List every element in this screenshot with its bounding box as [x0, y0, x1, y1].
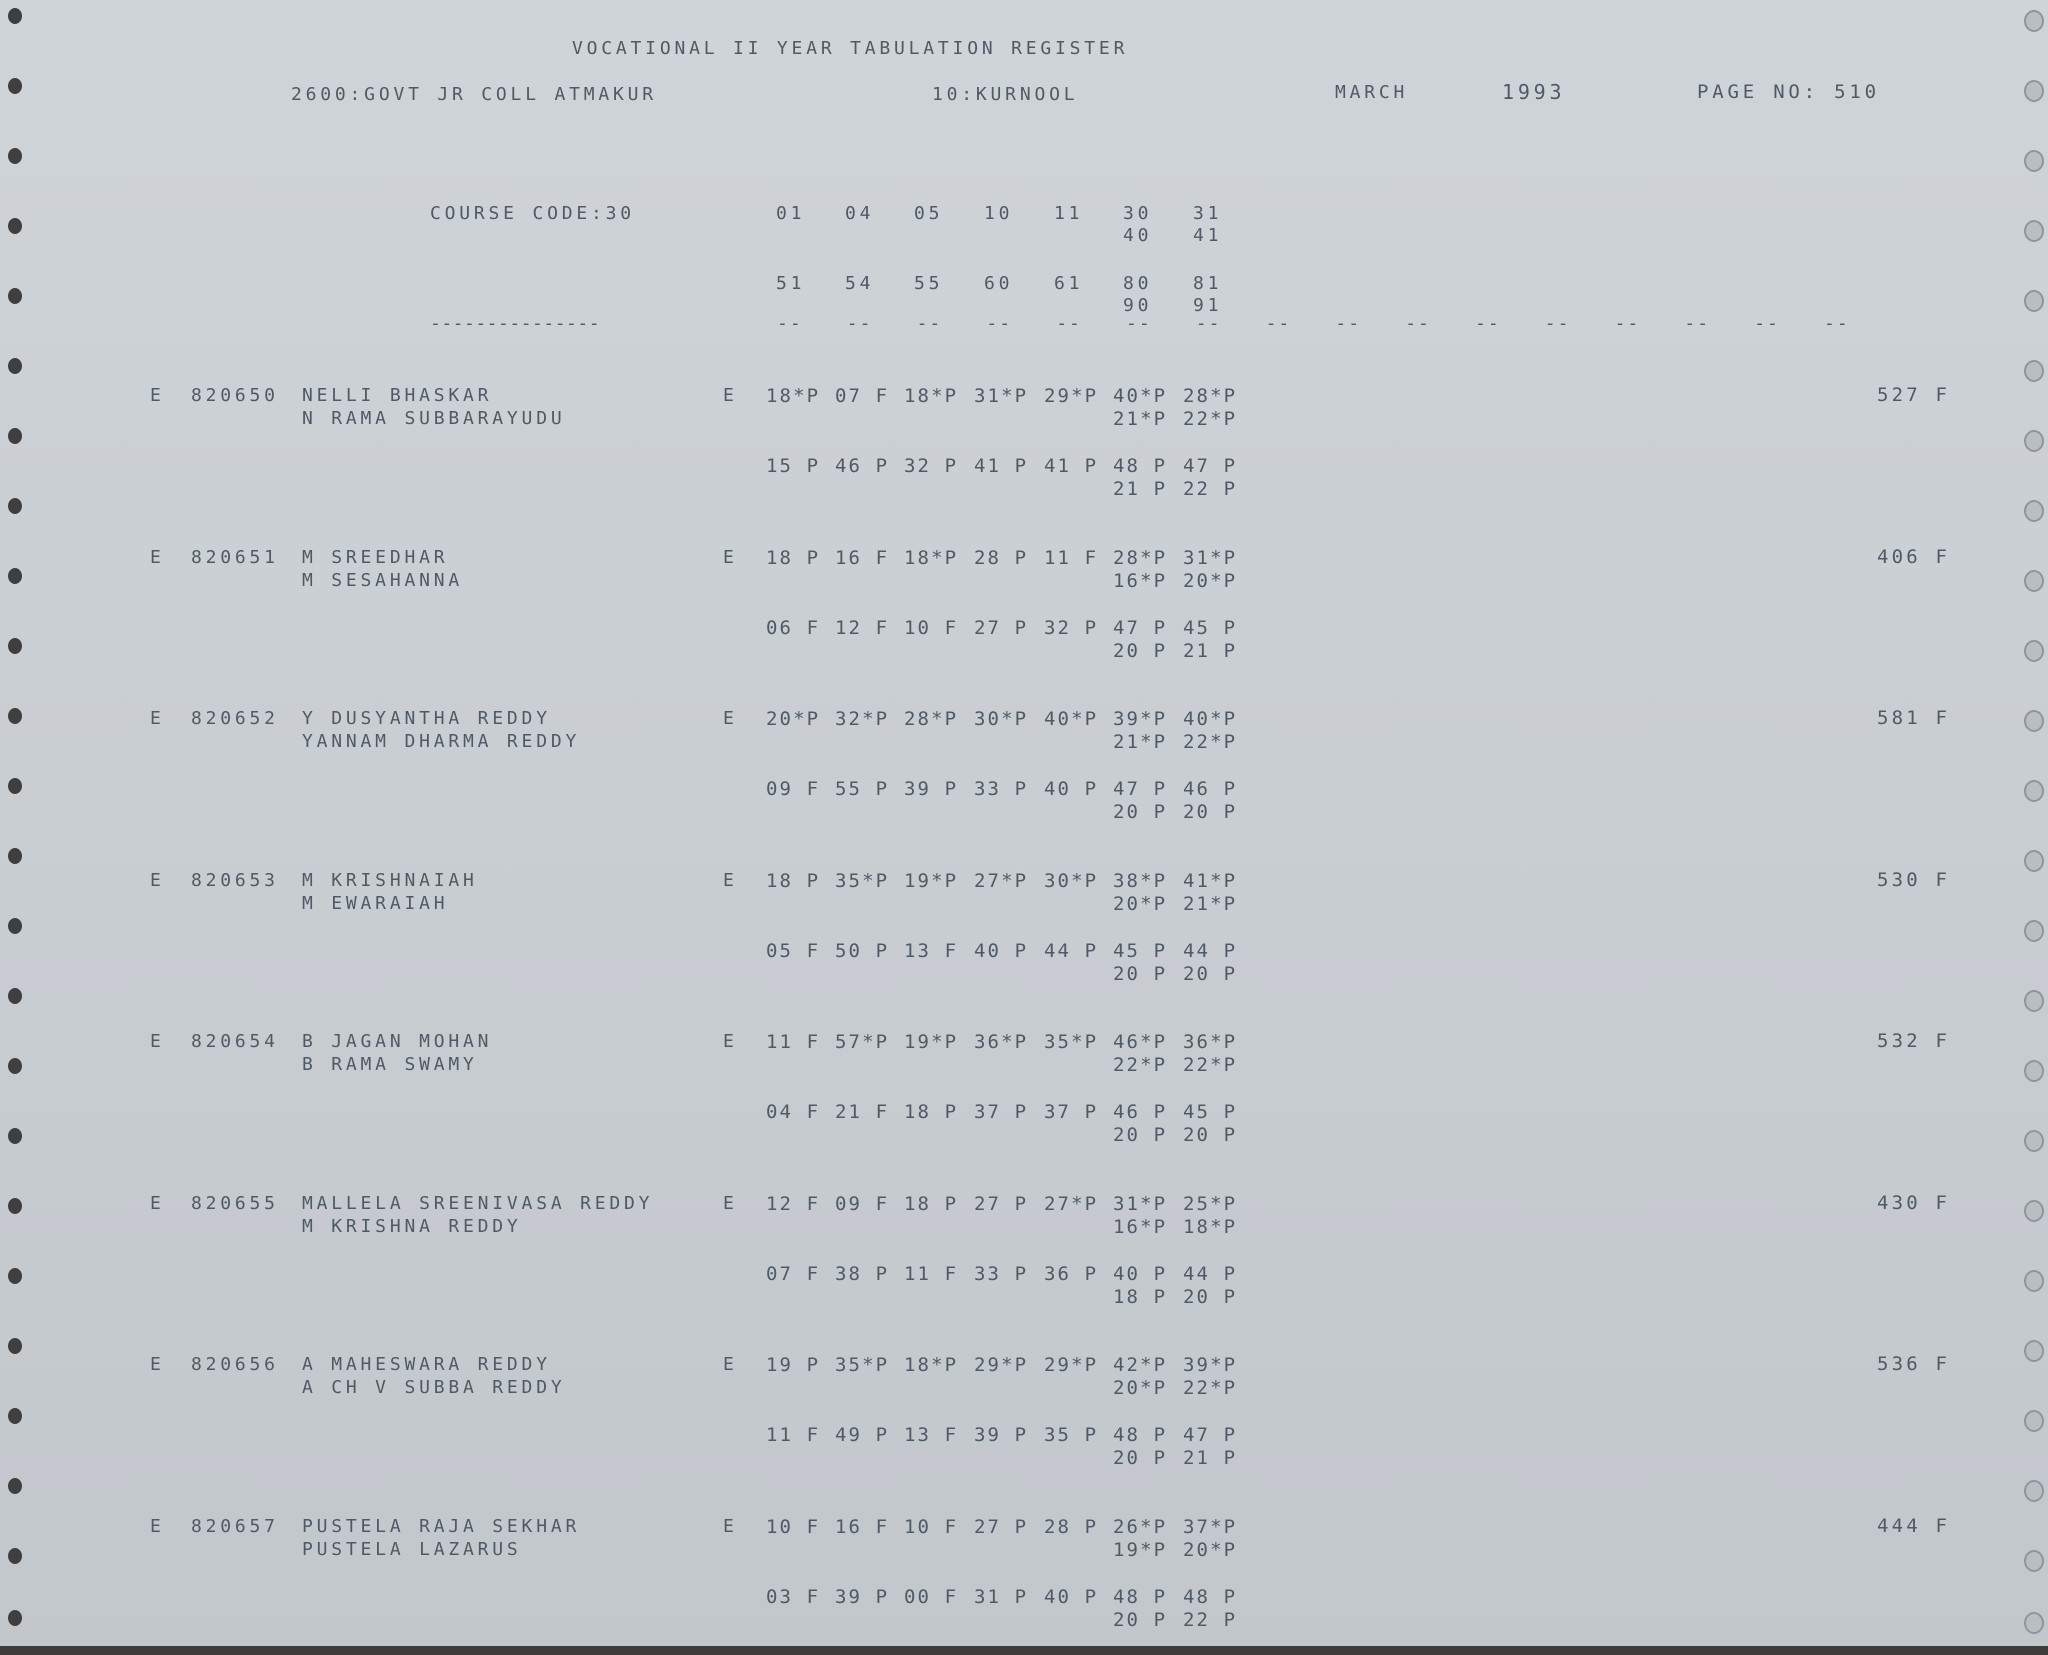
subject-mark: 20 P [1183, 1124, 1238, 1146]
subject-mark: 21 F [835, 1101, 890, 1123]
father-name: A CH V SUBBA REDDY [302, 1377, 566, 1398]
subject-mark: 21*P [1113, 408, 1168, 430]
subject-mark: 05 F [766, 940, 821, 962]
column-dash: -- [777, 313, 803, 334]
subject-mark: 33 P [974, 1263, 1029, 1285]
subject-mark: 13 F [904, 1424, 959, 1446]
feed-hole-left [8, 1548, 22, 1564]
subject-mark: 20 P [1113, 801, 1168, 823]
subject-mark: 31*P [1113, 1193, 1168, 1215]
column-dash: -- [1684, 313, 1711, 334]
subject-mark: 18 P [766, 547, 821, 569]
feed-hole-right [2024, 850, 2044, 872]
subject-mark: 20 P [1183, 801, 1238, 823]
subject-mark: 20 P [1183, 963, 1238, 985]
subject-mark: 48 P [1113, 1586, 1168, 1608]
subject-mark: 42*P [1113, 1354, 1168, 1376]
subject-mark: 26*P [1113, 1516, 1168, 1538]
subject-mark: 12 F [766, 1193, 821, 1215]
feed-hole-left [8, 988, 22, 1004]
feed-hole-right [2024, 990, 2044, 1012]
subject-mark: 45 P [1183, 617, 1238, 639]
subject-mark: 35*P [835, 1354, 890, 1376]
total-marks: 581 F [1877, 707, 1951, 729]
column-dash: -- [1195, 313, 1222, 334]
subject-mark: 19*P [904, 870, 959, 892]
subject-mark: 20 P [1113, 1447, 1168, 1469]
total-marks: 430 F [1877, 1192, 1951, 1214]
subject-mark: 20*P [1113, 893, 1168, 915]
subject-mark: 04 F [766, 1101, 821, 1123]
column-dash: -- [1754, 313, 1780, 334]
subject-mark: 55 P [835, 778, 890, 800]
subject-mark: 27 P [974, 617, 1029, 639]
subject-mark: 18*P [904, 1354, 959, 1376]
subject-code: 40 [1123, 225, 1153, 246]
subject-mark: 12 F [835, 617, 890, 639]
subject-code: 31 [1193, 203, 1223, 224]
subject-mark: 16 F [835, 547, 890, 569]
subject-mark: 18*P [766, 385, 821, 407]
subject-mark: 32*P [835, 708, 890, 730]
feed-hole-right [2024, 640, 2044, 662]
feed-hole-left [8, 918, 22, 934]
hall-ticket-number: 820653 [191, 870, 279, 891]
father-name: N RAMA SUBBARAYUDU [302, 408, 566, 429]
subject-code: 81 [1193, 273, 1223, 294]
subject-mark: 28*P [1183, 385, 1238, 407]
subject-mark: 41*P [1183, 870, 1238, 892]
subject-mark: 20*P [766, 708, 821, 730]
subject-mark: 37 P [974, 1101, 1029, 1123]
total-marks: 527 F [1877, 384, 1951, 406]
subject-mark: 10 F [904, 1516, 959, 1538]
column-dash: -- [986, 313, 1013, 334]
subject-mark: 28 P [1044, 1516, 1099, 1538]
feed-hole-left [8, 568, 22, 584]
subject-mark: 22*P [1183, 731, 1238, 753]
subject-mark: 11 F [766, 1031, 821, 1053]
feed-hole-left [8, 218, 22, 234]
exam-status: E [150, 1031, 165, 1052]
subject-code: 51 [776, 273, 806, 294]
subject-mark: 10 F [904, 617, 959, 639]
feed-hole-left [8, 778, 22, 794]
medium-code: E [723, 385, 738, 406]
hall-ticket-number: 820655 [191, 1193, 279, 1214]
subject-mark: 44 P [1183, 1263, 1238, 1285]
subject-mark: 41 P [1044, 455, 1099, 477]
subject-mark: 16*P [1113, 1216, 1168, 1238]
subject-mark: 47 P [1113, 617, 1168, 639]
subject-mark: 20 P [1113, 1124, 1168, 1146]
subject-mark: 39 P [974, 1424, 1029, 1446]
subject-mark: 22*P [1183, 1054, 1238, 1076]
medium-code: E [723, 1516, 738, 1537]
subject-mark: 50 P [835, 940, 890, 962]
feed-hole-right [2024, 570, 2044, 592]
exam-status: E [150, 708, 165, 729]
subject-mark: 44 P [1183, 940, 1238, 962]
page-number: PAGE NO: 510 [1697, 81, 1880, 103]
feed-hole-right [2024, 1200, 2044, 1222]
hall-ticket-number: 820656 [191, 1354, 279, 1375]
subject-mark: 44 P [1044, 940, 1099, 962]
feed-hole-right [2024, 1410, 2044, 1432]
subject-mark: 39*P [1183, 1354, 1238, 1376]
column-dash: -- [846, 313, 873, 334]
subject-mark: 09 F [835, 1193, 890, 1215]
feed-hole-left [8, 1338, 22, 1354]
subject-code: 80 [1123, 273, 1153, 294]
subject-mark: 13 F [904, 940, 959, 962]
subject-mark: 38*P [1113, 870, 1168, 892]
subject-mark: 19*P [1113, 1539, 1168, 1561]
subject-mark: 29*P [974, 1354, 1029, 1376]
subject-mark: 20*P [1113, 1377, 1168, 1399]
father-name: M SESAHANNA [302, 570, 464, 591]
total-marks: 530 F [1877, 869, 1951, 891]
student-name: MALLELA SREENIVASA REDDY [302, 1193, 654, 1214]
subject-mark: 21 P [1183, 640, 1238, 662]
feed-hole-left [8, 638, 22, 654]
feed-hole-right [2024, 1130, 2044, 1152]
subject-mark: 09 F [766, 778, 821, 800]
column-dash: -- [1056, 313, 1082, 334]
feed-hole-right [2024, 780, 2044, 802]
feed-hole-right [2024, 80, 2044, 102]
subject-mark: 28*P [904, 708, 959, 730]
subject-mark: 18*P [904, 385, 959, 407]
college-name: 2600:GOVT JR COLL ATMAKUR [291, 84, 657, 105]
father-name: YANNAM DHARMA REDDY [302, 731, 581, 752]
subject-mark: 16 F [835, 1516, 890, 1538]
student-name: A MAHESWARA REDDY [302, 1354, 551, 1375]
subject-code: 60 [984, 273, 1014, 294]
subject-mark: 15 P [766, 455, 821, 477]
feed-hole-left [8, 1268, 22, 1284]
feed-hole-right [2024, 360, 2044, 382]
subject-mark: 22*P [1183, 1377, 1238, 1399]
feed-hole-left [8, 1408, 22, 1424]
feed-hole-right [2024, 220, 2044, 242]
subject-mark: 29*P [1044, 385, 1099, 407]
feed-hole-left [8, 288, 22, 304]
column-dash: -- [1475, 313, 1501, 334]
subject-mark: 48 P [1113, 1424, 1168, 1446]
subject-mark: 21*P [1113, 731, 1168, 753]
feed-hole-left [8, 708, 22, 724]
father-name: M EWARAIAH [302, 893, 449, 914]
register-title: VOCATIONAL II YEAR TABULATION REGISTER [572, 38, 1129, 59]
subject-mark: 31*P [1183, 547, 1238, 569]
feed-hole-right [2024, 920, 2044, 942]
exam-status: E [150, 547, 165, 568]
subject-mark: 22 P [1183, 1609, 1238, 1631]
subject-mark: 28 P [974, 547, 1029, 569]
subject-mark: 39*P [1113, 708, 1168, 730]
exam-month: MARCH [1335, 82, 1409, 103]
subject-code: 01 [776, 203, 806, 224]
column-dash: -- [1126, 313, 1152, 334]
subject-code: 05 [914, 203, 944, 224]
subject-code: 30 [1123, 203, 1153, 224]
student-name: PUSTELA RAJA SEKHAR [302, 1516, 581, 1537]
feed-hole-left [8, 428, 22, 444]
exam-status: E [150, 1193, 165, 1214]
feed-hole-right [2024, 1480, 2044, 1502]
subject-mark: 37*P [1183, 1516, 1238, 1538]
column-dash: -- [1614, 313, 1641, 334]
feed-hole-left [8, 1128, 22, 1144]
column-dash: -- [1824, 313, 1850, 334]
subject-mark: 45 P [1113, 940, 1168, 962]
subject-code: 11 [1054, 203, 1084, 224]
district-name: 10:KURNOOL [932, 84, 1079, 105]
subject-code: 91 [1193, 295, 1223, 316]
feed-hole-left [8, 1058, 22, 1074]
total-marks: 444 F [1877, 1515, 1951, 1537]
subject-mark: 46 P [1183, 778, 1238, 800]
student-name: M SREEDHAR [302, 547, 449, 568]
subject-code: 55 [914, 273, 944, 294]
subject-mark: 20 P [1113, 640, 1168, 662]
paper-edge [0, 1646, 2048, 1655]
exam-status: E [150, 870, 165, 891]
subject-mark: 28*P [1113, 547, 1168, 569]
subject-mark: 36*P [974, 1031, 1029, 1053]
feed-hole-right [2024, 290, 2044, 312]
subject-mark: 27*P [974, 870, 1029, 892]
subject-mark: 46*P [1113, 1031, 1168, 1053]
total-marks: 536 F [1877, 1353, 1951, 1375]
subject-mark: 32 P [1044, 617, 1099, 639]
feed-hole-left [8, 148, 22, 164]
subject-mark: 40 P [1044, 1586, 1099, 1608]
medium-code: E [723, 870, 738, 891]
father-name: B RAMA SWAMY [302, 1054, 478, 1075]
subject-mark: 21 P [1113, 478, 1168, 500]
subject-mark: 21 P [1183, 1447, 1238, 1469]
exam-status: E [150, 1354, 165, 1375]
student-name: Y DUSYANTHA REDDY [302, 708, 551, 729]
subject-code: 54 [845, 273, 875, 294]
subject-mark: 30*P [1044, 870, 1099, 892]
subject-mark: 18 P [904, 1193, 959, 1215]
column-dash: -- [916, 313, 943, 334]
medium-code: E [723, 1354, 738, 1375]
subject-mark: 45 P [1183, 1101, 1238, 1123]
subject-mark: 40 P [1113, 1263, 1168, 1285]
medium-code: E [723, 708, 738, 729]
hall-ticket-number: 820651 [191, 547, 279, 568]
subject-mark: 40*P [1044, 708, 1099, 730]
subject-mark: 32 P [904, 455, 959, 477]
subject-mark: 40 P [1044, 778, 1099, 800]
subject-mark: 33 P [974, 778, 1029, 800]
subject-mark: 18 P [766, 870, 821, 892]
subject-mark: 40 P [974, 940, 1029, 962]
exam-year: 1993 [1502, 80, 1566, 104]
subject-mark: 18*P [904, 547, 959, 569]
subject-mark: 37 P [1044, 1101, 1099, 1123]
subject-mark: 49 P [835, 1424, 890, 1446]
feed-hole-right [2024, 1612, 2044, 1634]
course-underline: --------------- [430, 313, 601, 334]
exam-status: E [150, 1516, 165, 1537]
subject-mark: 19 P [766, 1354, 821, 1376]
hall-ticket-number: 820652 [191, 708, 279, 729]
subject-mark: 20*P [1183, 1539, 1238, 1561]
feed-hole-left [8, 848, 22, 864]
hall-ticket-number: 820654 [191, 1031, 279, 1052]
column-dash: -- [1335, 313, 1362, 334]
feed-hole-right [2024, 430, 2044, 452]
subject-mark: 30*P [974, 708, 1029, 730]
exam-status: E [150, 385, 165, 406]
subject-mark: 57*P [835, 1031, 890, 1053]
subject-mark: 16*P [1113, 570, 1168, 592]
subject-mark: 40*P [1183, 708, 1238, 730]
subject-mark: 27*P [1044, 1193, 1099, 1215]
feed-hole-left [8, 8, 22, 24]
subject-mark: 18 P [904, 1101, 959, 1123]
subject-mark: 47 P [1183, 1424, 1238, 1446]
subject-mark: 36*P [1183, 1031, 1238, 1053]
subject-mark: 31*P [974, 385, 1029, 407]
subject-mark: 11 F [904, 1263, 959, 1285]
student-name: M KRISHNAIAH [302, 870, 478, 891]
subject-mark: 31 P [974, 1586, 1029, 1608]
subject-mark: 11 F [766, 1424, 821, 1446]
subject-mark: 47 P [1113, 778, 1168, 800]
subject-mark: 35*P [835, 870, 890, 892]
subject-code: 10 [984, 203, 1014, 224]
subject-mark: 40*P [1113, 385, 1168, 407]
feed-hole-right [2024, 1060, 2044, 1082]
subject-mark: 35*P [1044, 1031, 1099, 1053]
subject-mark: 03 F [766, 1586, 821, 1608]
subject-mark: 35 P [1044, 1424, 1099, 1446]
subject-mark: 19*P [904, 1031, 959, 1053]
father-name: M KRISHNA REDDY [302, 1216, 522, 1237]
column-dash: -- [1405, 313, 1431, 334]
subject-mark: 18*P [1183, 1216, 1238, 1238]
subject-mark: 10 F [766, 1516, 821, 1538]
column-dash: -- [1265, 313, 1292, 334]
subject-mark: 47 P [1183, 455, 1238, 477]
subject-code: 04 [845, 203, 875, 224]
subject-code: 90 [1123, 295, 1153, 316]
subject-mark: 07 F [835, 385, 890, 407]
subject-mark: 38 P [835, 1263, 890, 1285]
student-name: B JAGAN MOHAN [302, 1031, 493, 1052]
feed-hole-left [8, 358, 22, 374]
feed-hole-right [2024, 710, 2044, 732]
subject-mark: 20 P [1113, 1609, 1168, 1631]
feed-hole-left [8, 1198, 22, 1214]
subject-code: 41 [1193, 225, 1223, 246]
subject-mark: 27 P [974, 1193, 1029, 1215]
feed-hole-right [2024, 1270, 2044, 1292]
feed-hole-right [2024, 150, 2044, 172]
subject-mark: 00 F [904, 1586, 959, 1608]
column-dash: -- [1544, 313, 1571, 334]
subject-mark: 48 P [1183, 1586, 1238, 1608]
subject-mark: 18 P [1113, 1286, 1168, 1308]
subject-mark: 46 P [835, 455, 890, 477]
feed-hole-right [2024, 500, 2044, 522]
feed-hole-left [8, 498, 22, 514]
subject-mark: 22*P [1113, 1054, 1168, 1076]
feed-hole-left [8, 1610, 22, 1626]
subject-mark: 25*P [1183, 1193, 1238, 1215]
subject-mark: 20 P [1113, 963, 1168, 985]
subject-mark: 22*P [1183, 408, 1238, 430]
subject-mark: 11 F [1044, 547, 1099, 569]
feed-hole-right [2024, 1550, 2044, 1572]
course-code-label: COURSE CODE:30 [430, 203, 635, 224]
subject-mark: 48 P [1113, 455, 1168, 477]
feed-hole-right [2024, 1340, 2044, 1362]
subject-mark: 36 P [1044, 1263, 1099, 1285]
student-name: NELLI BHASKAR [302, 385, 493, 406]
feed-hole-right [2024, 10, 2044, 32]
subject-mark: 20 P [1183, 1286, 1238, 1308]
medium-code: E [723, 1193, 738, 1214]
hall-ticket-number: 820650 [191, 385, 279, 406]
total-marks: 406 F [1877, 546, 1951, 568]
feed-hole-left [8, 78, 22, 94]
subject-mark: 06 F [766, 617, 821, 639]
subject-mark: 20*P [1183, 570, 1238, 592]
total-marks: 532 F [1877, 1030, 1951, 1052]
subject-mark: 22 P [1183, 478, 1238, 500]
subject-code: 61 [1054, 273, 1084, 294]
medium-code: E [723, 1031, 738, 1052]
subject-mark: 39 P [835, 1586, 890, 1608]
subject-mark: 27 P [974, 1516, 1029, 1538]
subject-mark: 39 P [904, 778, 959, 800]
subject-mark: 41 P [974, 455, 1029, 477]
subject-mark: 46 P [1113, 1101, 1168, 1123]
hall-ticket-number: 820657 [191, 1516, 279, 1537]
subject-mark: 29*P [1044, 1354, 1099, 1376]
medium-code: E [723, 547, 738, 568]
feed-hole-left [8, 1478, 22, 1494]
father-name: PUSTELA LAZARUS [302, 1539, 522, 1560]
subject-mark: 21*P [1183, 893, 1238, 915]
subject-mark: 07 F [766, 1263, 821, 1285]
